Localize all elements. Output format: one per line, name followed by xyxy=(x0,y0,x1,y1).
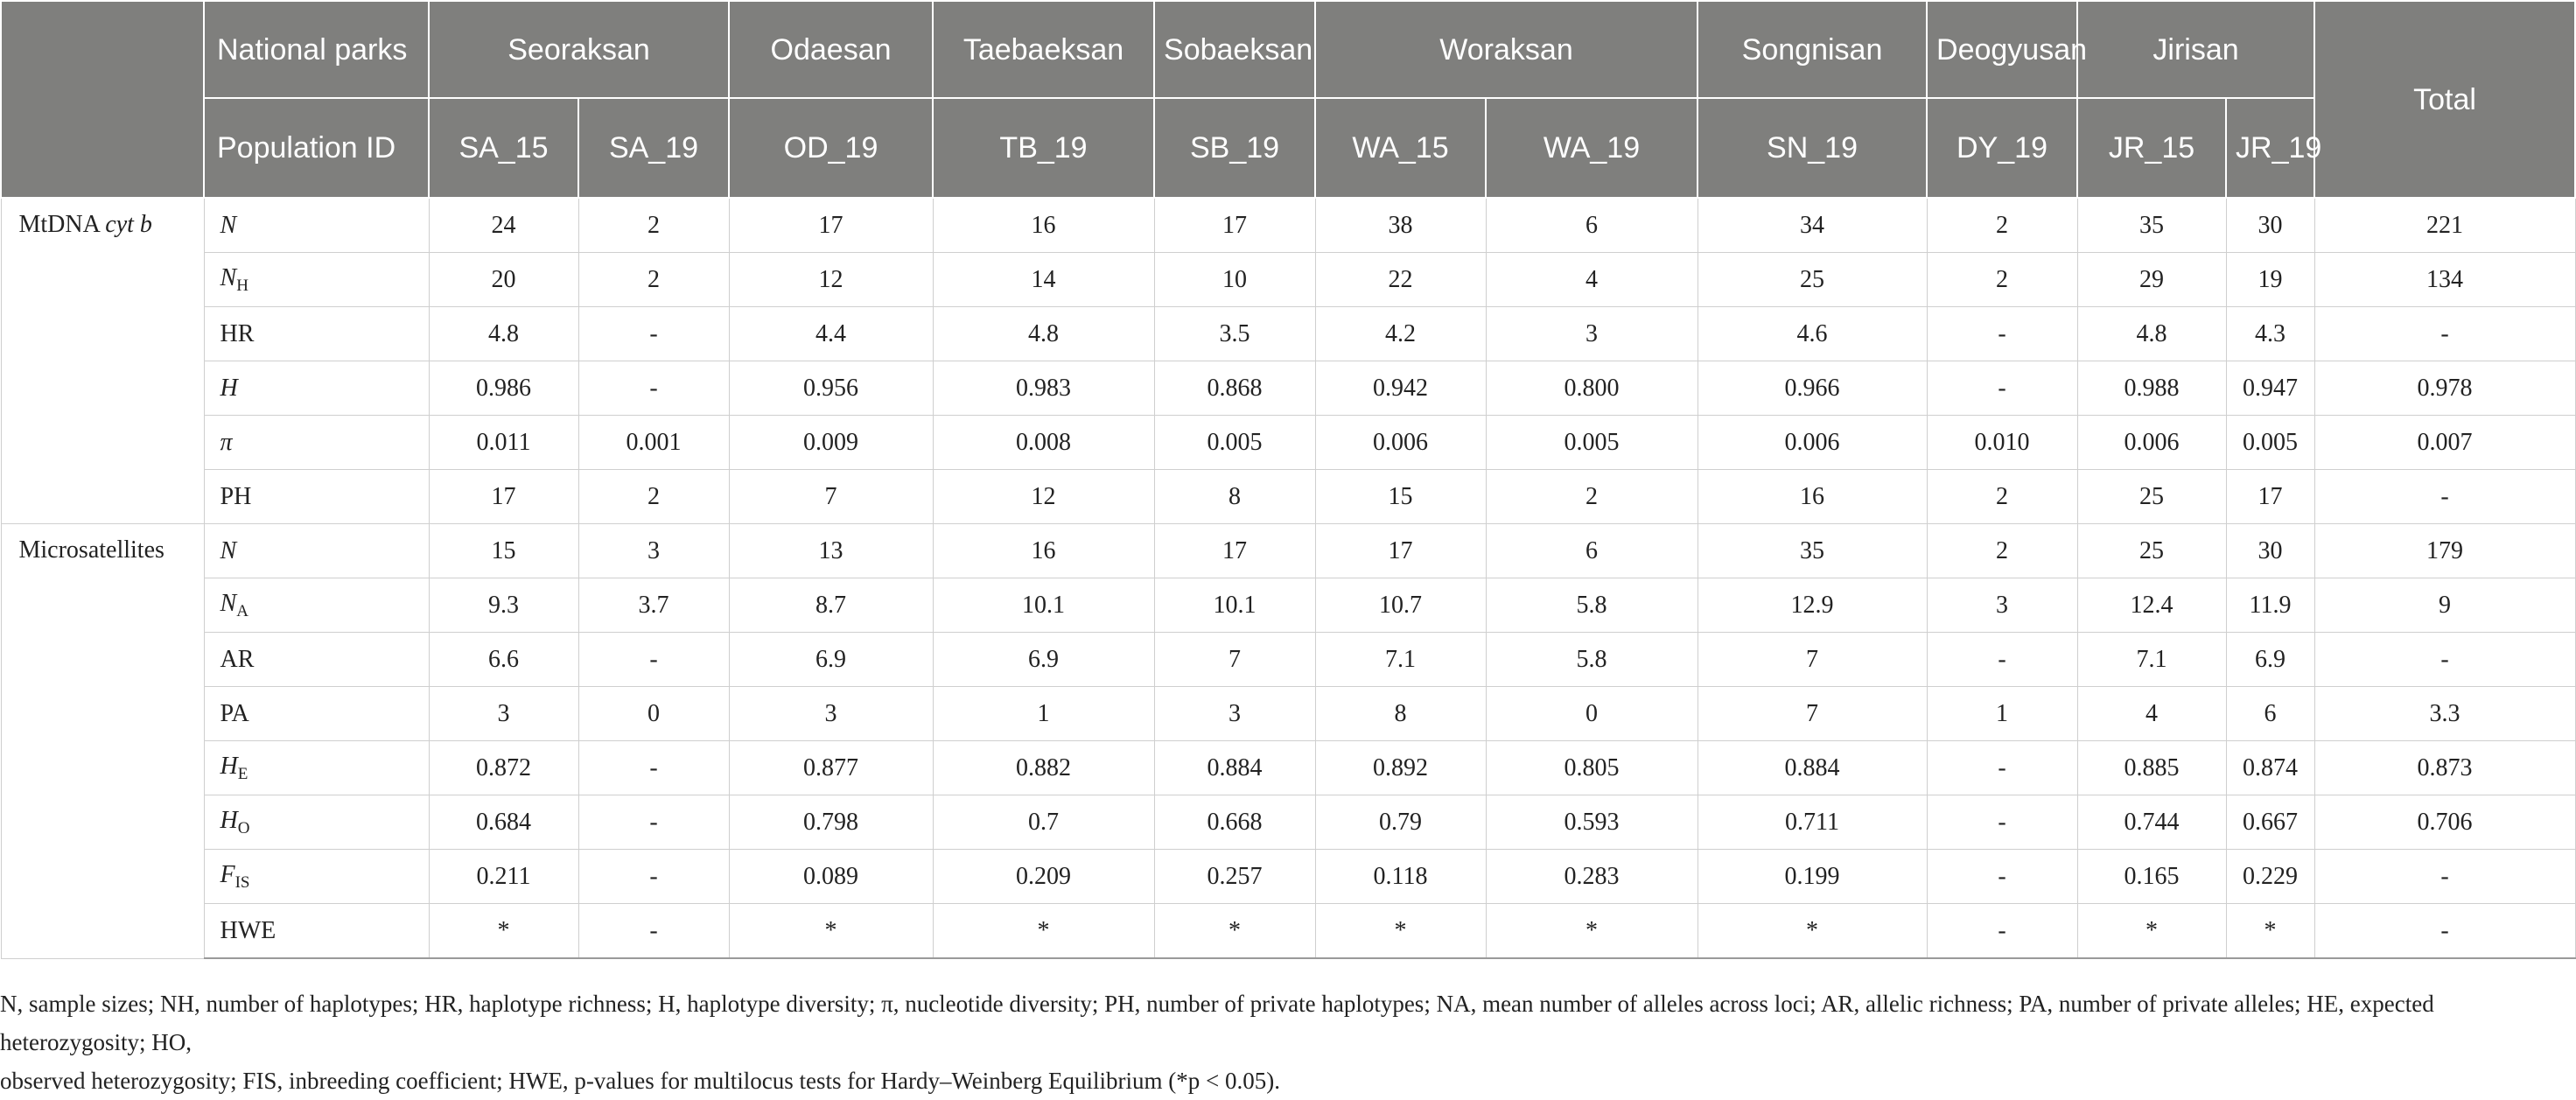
group-label-cell xyxy=(1,198,204,524)
table-row xyxy=(1,850,2575,904)
value-cell: 0.001 xyxy=(578,416,729,470)
value-cell: 0.010 xyxy=(1927,416,2077,470)
national-parks-label: National parks xyxy=(204,1,429,98)
value-cell: 1 xyxy=(933,687,1154,741)
value-cell: 4.8 xyxy=(933,307,1154,361)
value-cell: - xyxy=(1927,904,2077,959)
metric-cell xyxy=(204,361,429,416)
population-id-header: SA_19 xyxy=(578,98,729,198)
value-cell: 179 xyxy=(2314,524,2575,578)
value-cell: 6.6 xyxy=(429,633,578,687)
value-cell: 0.882 xyxy=(933,741,1154,795)
table-row xyxy=(1,253,2575,307)
value-cell: 29 xyxy=(2077,253,2226,307)
value-cell: 6.9 xyxy=(729,633,933,687)
value-cell: 16 xyxy=(1698,470,1927,524)
park-header: Jirisan xyxy=(2077,1,2314,98)
value-cell: * xyxy=(729,904,933,959)
value-cell: 2 xyxy=(1927,470,2077,524)
value-cell: 4 xyxy=(1486,253,1698,307)
metric-subscript: A xyxy=(236,601,248,620)
value-cell: 5.8 xyxy=(1486,633,1698,687)
value-cell: 12.4 xyxy=(2077,578,2226,633)
value-cell: 0.006 xyxy=(2077,416,2226,470)
metric-symbol: AR xyxy=(220,645,255,673)
table-row xyxy=(1,470,2575,524)
value-cell: 0 xyxy=(1486,687,1698,741)
footnote-line-2: observed heterozygosity; FIS, inbreeding coefficient; HWE, p-values for multilocus tests for Hardy–Weinberg Equilibrium (*p < 0.05). xyxy=(0,1068,1280,1094)
value-cell: 0.667 xyxy=(2226,795,2314,850)
value-cell: 3 xyxy=(1486,307,1698,361)
value-cell: - xyxy=(578,741,729,795)
metric-symbol: HR xyxy=(220,319,255,347)
metric-symbol: HWE xyxy=(220,916,276,944)
value-cell: 1 xyxy=(1927,687,2077,741)
value-cell: - xyxy=(1927,795,2077,850)
value-cell: 3 xyxy=(1927,578,2077,633)
value-cell: 0.885 xyxy=(2077,741,2226,795)
table-row xyxy=(1,361,2575,416)
value-cell: 4 xyxy=(2077,687,2226,741)
value-cell: 3.3 xyxy=(2314,687,2575,741)
value-cell: 30 xyxy=(2226,524,2314,578)
metric-symbol: N xyxy=(220,263,237,291)
value-cell: - xyxy=(578,361,729,416)
value-cell: * xyxy=(2226,904,2314,959)
park-header: Sobaeksan xyxy=(1154,1,1315,98)
value-cell: - xyxy=(578,795,729,850)
table-row xyxy=(1,307,2575,361)
header-row-population-ids xyxy=(1,98,2575,198)
value-cell: 4.2 xyxy=(1315,307,1486,361)
metric-subscript: H xyxy=(236,276,248,295)
value-cell: 0.199 xyxy=(1698,850,1927,904)
value-cell: 15 xyxy=(1315,470,1486,524)
value-cell: 0.884 xyxy=(1698,741,1927,795)
table-body xyxy=(1,198,2575,958)
park-header: Songnisan xyxy=(1698,1,1927,98)
value-cell: 7 xyxy=(1698,687,1927,741)
value-cell: 17 xyxy=(1154,198,1315,253)
value-cell: 22 xyxy=(1315,253,1486,307)
value-cell: - xyxy=(2314,470,2575,524)
value-cell: 17 xyxy=(2226,470,2314,524)
metric-subscript: IS xyxy=(234,872,250,892)
header-corner-cell xyxy=(1,1,204,198)
value-cell: * xyxy=(1698,904,1927,959)
value-cell: - xyxy=(1927,633,2077,687)
metric-symbol: π xyxy=(220,428,233,456)
value-cell: - xyxy=(578,850,729,904)
value-cell: 7.1 xyxy=(1315,633,1486,687)
value-cell: 0.983 xyxy=(933,361,1154,416)
value-cell: 6.9 xyxy=(933,633,1154,687)
value-cell: 13 xyxy=(729,524,933,578)
metric-symbol: H xyxy=(220,374,238,402)
value-cell: 7 xyxy=(1698,633,1927,687)
value-cell: 8.7 xyxy=(729,578,933,633)
value-cell: - xyxy=(1927,361,2077,416)
value-cell: 0.872 xyxy=(429,741,578,795)
value-cell: 25 xyxy=(1698,253,1927,307)
value-cell: 0.006 xyxy=(1315,416,1486,470)
table-header xyxy=(1,1,2575,198)
value-cell: 0.868 xyxy=(1154,361,1315,416)
park-header: Deogyusan xyxy=(1927,1,2077,98)
value-cell: * xyxy=(933,904,1154,959)
park-header: Taebaeksan xyxy=(933,1,1154,98)
metric-symbol: F xyxy=(220,860,235,888)
value-cell: 8 xyxy=(1315,687,1486,741)
table-row xyxy=(1,198,2575,253)
value-cell: * xyxy=(2077,904,2226,959)
value-cell: 3 xyxy=(578,524,729,578)
value-cell: 0.877 xyxy=(729,741,933,795)
value-cell: 3 xyxy=(429,687,578,741)
population-id-header: DY_19 xyxy=(1927,98,2077,198)
value-cell: 0.986 xyxy=(429,361,578,416)
value-cell: * xyxy=(1486,904,1698,959)
population-id-header: TB_19 xyxy=(933,98,1154,198)
metric-cell xyxy=(204,741,429,795)
value-cell: 12.9 xyxy=(1698,578,1927,633)
value-cell: 8 xyxy=(1154,470,1315,524)
value-cell: 0.593 xyxy=(1486,795,1698,850)
footnote-line-1: N, sample sizes; NH, number of haplotypes; HR, haplotype richness; H, haplotype diversity; π, nucleotide diversity; PH, number of private haplotypes; NA, mean number of alleles across loci; AR, allelic richness; PA, number of private alleles; HE, expected heterozygosity; HO, xyxy=(0,991,2440,1055)
population-id-header: JR_15 xyxy=(2077,98,2226,198)
table-row xyxy=(1,633,2575,687)
value-cell: 4.4 xyxy=(729,307,933,361)
value-cell: 10.1 xyxy=(933,578,1154,633)
metric-cell xyxy=(204,253,429,307)
value-cell: 17 xyxy=(429,470,578,524)
group-name: Microsatellites xyxy=(18,536,164,564)
population-id-header: SN_19 xyxy=(1698,98,1927,198)
table-row xyxy=(1,795,2575,850)
metric-symbol: N xyxy=(220,211,237,239)
value-cell: 6 xyxy=(1486,524,1698,578)
value-cell: 0.211 xyxy=(429,850,578,904)
value-cell: 10.7 xyxy=(1315,578,1486,633)
value-cell: 6 xyxy=(2226,687,2314,741)
value-cell: 16 xyxy=(933,524,1154,578)
value-cell: 0.229 xyxy=(2226,850,2314,904)
value-cell: 0.892 xyxy=(1315,741,1486,795)
value-cell: 10 xyxy=(1154,253,1315,307)
value-cell: 0.874 xyxy=(2226,741,2314,795)
value-cell: 24 xyxy=(429,198,578,253)
table-row xyxy=(1,904,2575,959)
value-cell: 20 xyxy=(429,253,578,307)
value-cell: 2 xyxy=(1927,253,2077,307)
population-id-header: WA_15 xyxy=(1315,98,1486,198)
value-cell: 0.008 xyxy=(933,416,1154,470)
table-row xyxy=(1,741,2575,795)
value-cell: 17 xyxy=(1315,524,1486,578)
value-cell: 0.009 xyxy=(729,416,933,470)
value-cell: - xyxy=(578,307,729,361)
total-header: Total xyxy=(2314,1,2575,198)
value-cell: 0.118 xyxy=(1315,850,1486,904)
metric-symbol: N xyxy=(220,536,237,564)
value-cell: 6 xyxy=(1486,198,1698,253)
value-cell: * xyxy=(429,904,578,959)
value-cell: - xyxy=(2314,904,2575,959)
value-cell: 0.711 xyxy=(1698,795,1927,850)
value-cell: 7.1 xyxy=(2077,633,2226,687)
population-id-header: OD_19 xyxy=(729,98,933,198)
value-cell: - xyxy=(1927,307,2077,361)
value-cell: 0.800 xyxy=(1486,361,1698,416)
park-header: Odaesan xyxy=(729,1,933,98)
metric-cell xyxy=(204,795,429,850)
metric-cell xyxy=(204,416,429,470)
value-cell: 7 xyxy=(729,470,933,524)
metric-cell xyxy=(204,578,429,633)
table-row xyxy=(1,687,2575,741)
value-cell: 0.744 xyxy=(2077,795,2226,850)
value-cell: 0.978 xyxy=(2314,361,2575,416)
value-cell: 12 xyxy=(933,470,1154,524)
value-cell: 5.8 xyxy=(1486,578,1698,633)
value-cell: 0.165 xyxy=(2077,850,2226,904)
value-cell: 35 xyxy=(2077,198,2226,253)
table-footnote xyxy=(0,984,2576,1100)
metric-cell xyxy=(204,850,429,904)
value-cell: 0.283 xyxy=(1486,850,1698,904)
value-cell: 3 xyxy=(729,687,933,741)
value-cell: 2 xyxy=(578,470,729,524)
metric-subscript: E xyxy=(237,764,248,783)
value-cell: 0.005 xyxy=(2226,416,2314,470)
value-cell: 0.089 xyxy=(729,850,933,904)
value-cell: 17 xyxy=(729,198,933,253)
value-cell: 19 xyxy=(2226,253,2314,307)
value-cell: 0.79 xyxy=(1315,795,1486,850)
value-cell: 34 xyxy=(1698,198,1927,253)
value-cell: 0.947 xyxy=(2226,361,2314,416)
value-cell: 17 xyxy=(1154,524,1315,578)
value-cell: 0.684 xyxy=(429,795,578,850)
value-cell: - xyxy=(2314,307,2575,361)
value-cell: 4.8 xyxy=(2077,307,2226,361)
metric-cell xyxy=(204,470,429,524)
value-cell: * xyxy=(1154,904,1315,959)
value-cell: 3 xyxy=(1154,687,1315,741)
value-cell: 221 xyxy=(2314,198,2575,253)
metric-cell xyxy=(204,307,429,361)
value-cell: 2 xyxy=(1486,470,1698,524)
value-cell: - xyxy=(578,904,729,959)
metric-cell xyxy=(204,524,429,578)
value-cell: 4.3 xyxy=(2226,307,2314,361)
value-cell: 2 xyxy=(1927,198,2077,253)
value-cell: 16 xyxy=(933,198,1154,253)
value-cell: - xyxy=(578,633,729,687)
value-cell: - xyxy=(2314,850,2575,904)
value-cell: 0.805 xyxy=(1486,741,1698,795)
value-cell: 9 xyxy=(2314,578,2575,633)
park-header: Woraksan xyxy=(1315,1,1698,98)
value-cell: 7 xyxy=(1154,633,1315,687)
metric-cell xyxy=(204,687,429,741)
value-cell: 3.7 xyxy=(578,578,729,633)
value-cell: 0.966 xyxy=(1698,361,1927,416)
group-name: MtDNA xyxy=(18,211,106,238)
value-cell: 3.5 xyxy=(1154,307,1315,361)
metric-symbol: H xyxy=(220,752,238,780)
value-cell: 0.005 xyxy=(1486,416,1698,470)
table-row xyxy=(1,416,2575,470)
value-cell: 0.257 xyxy=(1154,850,1315,904)
population-id-header: SB_19 xyxy=(1154,98,1315,198)
value-cell: 6.9 xyxy=(2226,633,2314,687)
metric-cell xyxy=(204,198,429,253)
population-id-header: WA_19 xyxy=(1486,98,1698,198)
value-cell: 0.005 xyxy=(1154,416,1315,470)
value-cell: 4.8 xyxy=(429,307,578,361)
population-id-label: Population ID xyxy=(204,98,429,198)
value-cell: 0.006 xyxy=(1698,416,1927,470)
value-cell: 12 xyxy=(729,253,933,307)
value-cell: 9.3 xyxy=(429,578,578,633)
value-cell: 2 xyxy=(578,253,729,307)
value-cell: 0.209 xyxy=(933,850,1154,904)
park-header: Seoraksan xyxy=(429,1,729,98)
group-name-italic: cyt b xyxy=(105,211,152,238)
population-id-header: JR_19 xyxy=(2226,98,2314,198)
value-cell: 0.873 xyxy=(2314,741,2575,795)
value-cell: 25 xyxy=(2077,470,2226,524)
value-cell: 0.007 xyxy=(2314,416,2575,470)
table-row xyxy=(1,578,2575,633)
value-cell: 0.7 xyxy=(933,795,1154,850)
value-cell: 10.1 xyxy=(1154,578,1315,633)
value-cell: 0.706 xyxy=(2314,795,2575,850)
value-cell: 2 xyxy=(578,198,729,253)
value-cell: 35 xyxy=(1698,524,1927,578)
metric-symbol: PA xyxy=(220,699,249,727)
metric-cell xyxy=(204,904,429,959)
value-cell: 0.956 xyxy=(729,361,933,416)
value-cell: 4.6 xyxy=(1698,307,1927,361)
metric-symbol: H xyxy=(220,806,238,834)
table-row xyxy=(1,524,2575,578)
value-cell: 134 xyxy=(2314,253,2575,307)
value-cell: 38 xyxy=(1315,198,1486,253)
value-cell: 25 xyxy=(2077,524,2226,578)
metric-symbol: PH xyxy=(220,482,252,510)
metric-symbol: N xyxy=(220,589,237,617)
value-cell: 0.942 xyxy=(1315,361,1486,416)
value-cell: - xyxy=(1927,850,2077,904)
value-cell: 11.9 xyxy=(2226,578,2314,633)
value-cell: * xyxy=(1315,904,1486,959)
value-cell: 30 xyxy=(2226,198,2314,253)
header-row-parks xyxy=(1,1,2575,98)
metric-cell xyxy=(204,633,429,687)
group-label-cell xyxy=(1,524,204,959)
value-cell: 0.011 xyxy=(429,416,578,470)
value-cell: 0.668 xyxy=(1154,795,1315,850)
value-cell: 15 xyxy=(429,524,578,578)
value-cell: 2 xyxy=(1927,524,2077,578)
value-cell: - xyxy=(1927,741,2077,795)
value-cell: 0 xyxy=(578,687,729,741)
value-cell: 14 xyxy=(933,253,1154,307)
value-cell: 0.884 xyxy=(1154,741,1315,795)
value-cell: 0.798 xyxy=(729,795,933,850)
value-cell: 0.988 xyxy=(2077,361,2226,416)
value-cell: - xyxy=(2314,633,2575,687)
metric-subscript: O xyxy=(237,818,250,837)
population-id-header: SA_15 xyxy=(429,98,578,198)
